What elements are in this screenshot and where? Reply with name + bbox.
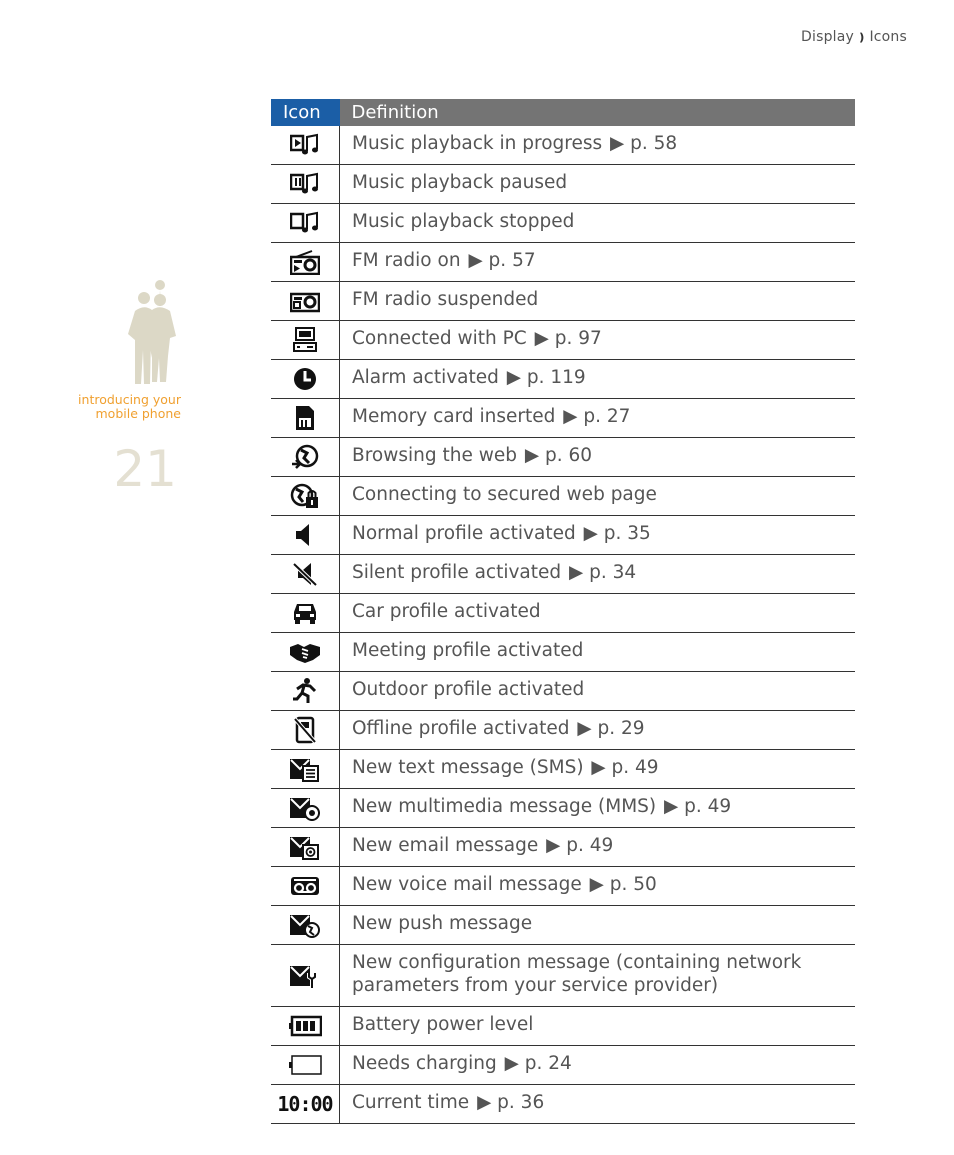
fm-radio-suspended-icon: [290, 289, 320, 313]
table-row: [271, 906, 855, 945]
chapter-title-line1: introducing your: [78, 392, 181, 407]
sms-icon: [289, 756, 321, 782]
page-reference: ▶ p. 49: [664, 796, 732, 817]
table-row: [271, 1085, 855, 1124]
chapter-title: [78, 393, 181, 421]
table-row: [271, 204, 855, 243]
page-reference: ▶ p. 29: [577, 718, 645, 739]
icon-column-header: Icon: [271, 99, 340, 126]
row-definition-text: Needs charging: [352, 1053, 497, 1074]
page-reference: ▶ p. 97: [534, 328, 602, 349]
row-definition-text: FM radio suspended: [352, 289, 539, 310]
email-icon: [289, 834, 321, 860]
table-row: [271, 1007, 855, 1046]
table-row: [271, 594, 855, 633]
page-reference: ▶ p. 58: [610, 133, 678, 154]
mms-icon: [289, 795, 321, 821]
row-definition-text: Memory card inserted: [352, 406, 556, 427]
row-definition-text: Meeting profile activated: [352, 640, 584, 661]
page-number: 21: [113, 440, 177, 498]
row-definition-text: Car profile activated: [352, 601, 541, 622]
row-definition-text: Connecting to secured web page: [352, 484, 657, 505]
table-row: [271, 945, 855, 1007]
car-profile-icon: [291, 600, 319, 626]
row-definition-text: New multimedia message (MMS): [352, 796, 657, 817]
page-reference: ▶ p. 60: [524, 445, 593, 466]
row-definition-text: Offline profile activated: [352, 718, 570, 739]
fm-radio-on-icon: [290, 249, 320, 275]
table-row: [271, 750, 855, 789]
battery-empty-icon: [288, 1054, 322, 1076]
chapter-title-line2: mobile phone: [95, 406, 181, 421]
row-definition-text: Music playback paused: [352, 172, 568, 193]
page-reference: ▶ p. 119: [506, 367, 586, 388]
web-browsing-icon: [290, 444, 320, 470]
page-reference: ▶ p. 49: [591, 757, 659, 778]
row-definition-text: FM radio on: [352, 250, 461, 271]
voicemail-icon: [290, 874, 320, 898]
memory-card-icon: [294, 405, 316, 431]
meeting-profile-icon: [289, 640, 321, 664]
music-stop-icon: [290, 211, 320, 235]
table-row: [271, 282, 855, 321]
normal-profile-icon: [292, 522, 318, 548]
battery-full-icon: [288, 1015, 322, 1037]
alarm-icon: [292, 366, 318, 392]
table-row: [271, 438, 855, 477]
page-reference: ▶ p. 35: [583, 523, 651, 544]
table-row: [271, 126, 855, 165]
table-row: [271, 633, 855, 672]
config-message-icon: [289, 963, 321, 989]
header-topic: Icons: [869, 29, 907, 45]
page-header: [801, 29, 907, 45]
row-definition-text: Battery power level: [352, 1014, 534, 1035]
table-row: [271, 1046, 855, 1085]
offline-profile-icon: [293, 716, 317, 744]
page-reference: ▶ p. 57: [468, 250, 536, 271]
table-header-row: [271, 99, 855, 126]
silent-profile-icon: [292, 561, 318, 587]
table-row: [271, 243, 855, 282]
row-definition-text: Normal profile activated: [352, 523, 576, 544]
table-row: [271, 867, 855, 906]
music-pause-icon: [290, 172, 320, 196]
row-definition-text: New configuration message (containing network parameters from your service provider): [352, 952, 802, 996]
table-row: [271, 672, 855, 711]
row-definition-text: Outdoor profile activated: [352, 679, 585, 700]
table-row: [271, 711, 855, 750]
definition-column-header: Definition: [340, 99, 856, 126]
music-play-icon: [290, 133, 320, 157]
table-row: [271, 165, 855, 204]
page-reference: ▶ p. 36: [477, 1092, 545, 1113]
family-silhouette-icon: [124, 278, 180, 386]
row-definition-text: Silent profile activated: [352, 562, 562, 583]
page-reference: ▶ p. 27: [563, 406, 631, 427]
table-row: [271, 399, 855, 438]
icon-definition-table: [271, 99, 855, 1124]
page-reference: ▶ p. 50: [589, 874, 657, 895]
row-definition-text: New push message: [352, 913, 533, 934]
row-definition-text: Music playback stopped: [352, 211, 575, 232]
page-reference: ▶ p. 24: [504, 1053, 572, 1074]
table-row: [271, 321, 855, 360]
push-message-icon: [289, 912, 321, 938]
outdoor-profile-icon: [291, 677, 319, 705]
page-reference: ▶ p. 49: [546, 835, 614, 856]
row-definition-text: Music playback in progress: [352, 133, 603, 154]
row-definition-text: New voice mail message: [352, 874, 582, 895]
table-row: [271, 360, 855, 399]
row-definition-text: New email message: [352, 835, 539, 856]
pc-connected-icon: [292, 327, 318, 353]
clock-time-icon: 10:00: [277, 1092, 333, 1116]
row-definition-text: Alarm activated: [352, 367, 499, 388]
header-separator: ❫: [857, 31, 867, 44]
table-row: [271, 828, 855, 867]
row-definition-text: Connected with PC: [352, 328, 527, 349]
page-reference: ▶ p. 34: [569, 562, 637, 583]
table-row: [271, 789, 855, 828]
table-row: [271, 477, 855, 516]
row-definition-text: New text message (SMS): [352, 757, 584, 778]
secure-web-icon: [290, 483, 320, 509]
row-definition-text: Current time: [352, 1092, 470, 1113]
header-section: Display: [801, 29, 855, 45]
table-row: [271, 516, 855, 555]
table-row: [271, 555, 855, 594]
row-definition-text: Browsing the web: [352, 445, 517, 466]
